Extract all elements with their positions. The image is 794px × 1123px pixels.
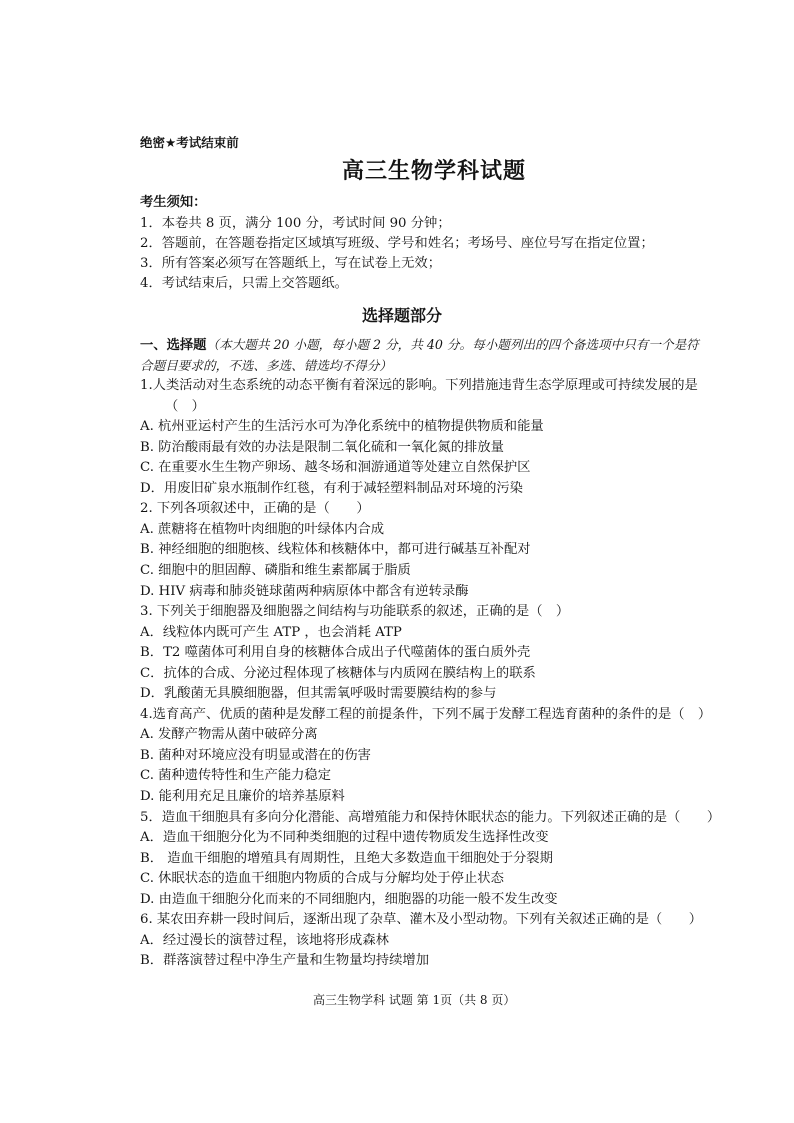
answer-bracket: （ ） [165, 398, 205, 414]
page-title: 高三生物学科试题 [342, 159, 527, 184]
option-c: C. 细胞中的胆固醇、磷脂和维生素都属于脂质 [140, 563, 411, 579]
notice-item: 2．答题前，在答题卷指定区域填写班级、学号和姓名；考场号、座位号写在指定位置； [140, 236, 654, 251]
option-b: B．T2 噬菌体可利用自身的核糖体合成出子代噬菌体的蛋白质外壳 [140, 645, 531, 661]
option-b: B． 造血干细胞的增殖具有周期性，且绝大多数造血干细胞处于分裂期 [140, 850, 553, 866]
option-b: B. 防治酸雨最有效的办法是限制二氧化硫和一氧化氮的排放量 [140, 439, 504, 455]
option-d: D. 由造血干细胞分化而来的不同细胞内，细胞器的功能一般不发生改变 [140, 891, 558, 907]
option-d: D. HIV 病毒和肺炎链球菌两种病原体中都含有逆转录酶 [140, 583, 469, 599]
notice-item: 1．本卷共 8 页，满分 100 分，考试时间 90 分钟； [140, 216, 451, 231]
option-b: B. 神经细胞的细胞核、线粒体和核糖体中，都可进行碱基互补配对 [140, 542, 531, 558]
option-c: C．抗体的合成、分泌过程体现了核糖体与内质网在膜结构上的联系 [140, 665, 536, 681]
part-instructions-text: （本大题共 20 小题，每小题 2 分，共 40 分。每小题列出的四个备选项中只有一个是符 [206, 337, 699, 352]
section-title: 选择题部分 [362, 306, 443, 325]
option-d: D．用废旧矿泉水瓶制作红毯，有利于减轻塑料制品对环境的污染 [140, 480, 523, 496]
part-instructions-text: 合题目要求的，不选、多选、错选均不得分） [140, 357, 392, 373]
option-c: C. 在重要水生生物产卵场、越冬场和洄游通道等处建立自然保护区 [140, 460, 531, 476]
option-b: B. 菌种对环境应没有明显或潜在的伤害 [140, 747, 371, 763]
question-stem: 2. 下列各项叙述中，正确的是（ ） [140, 501, 370, 517]
option-b: B．群落演替过程中净生产量和生物量均持续增加 [140, 953, 430, 969]
notice-item: 3．所有答案必须写在答题纸上，写在试卷上无效； [140, 256, 441, 271]
notice-item: 4．考试结束后，只需上交答题纸。 [140, 276, 348, 291]
question-stem: 1.人类活动对生态系统的动态平衡有着深远的影响。下列措施违背生态学原理或可持续发展的是 [140, 378, 698, 394]
option-a: A．经过漫长的演替过程，该地将形成森林 [140, 932, 389, 948]
confidential-label: 绝密★考试结束前 [140, 135, 239, 150]
notice-heading: 考生须知： [140, 195, 207, 210]
part-heading: 一、选择题 [140, 338, 207, 353]
notice-list [140, 214, 654, 294]
option-d: D. 能利用充足且廉价的培养基原料 [140, 789, 345, 805]
question-stem: 4.选育高产、优质的菌种是发酵工程的前提条件，下列不属于发酵工程选育菌种的条件的是（ ） [140, 706, 712, 722]
question-stem: 3. 下列关于细胞器及细胞器之间结构与功能联系的叙述，正确的是（ ） [140, 604, 570, 620]
option-a: A. 蔗糖将在植物叶肉细胞的叶绿体内合成 [140, 521, 385, 537]
option-a: A. 发酵产物需从菌中破碎分离 [140, 727, 318, 743]
question-stem: 6. 某农田弃耕一段时间后，逐渐出现了杂草、灌木及小型动物。下列有关叙述正确的是（ ） [140, 912, 703, 928]
option-a: A．造血干细胞分化为不同种类细胞的过程中遗传物质发生选择性改变 [140, 830, 549, 846]
option-a: A．线粒体内既可产生 ATP ，也会消耗 ATP [140, 624, 402, 640]
question-section [140, 335, 760, 972]
question-stem: 5．造血干细胞具有多向分化潜能、高增殖能力和保持休眠状态的能力。下列叙述正确的是（ ） [140, 809, 721, 825]
option-a: A. 杭州亚运村产生的生活污水可为净化系统中的植物提供物质和能量 [140, 419, 544, 435]
option-c: C. 休眠状态的造血干细胞内物质的合成与分解均处于停止状态 [140, 871, 504, 887]
part-instructions [140, 335, 760, 356]
option-c: C. 菌种遗传特性和生产能力稳定 [140, 768, 332, 784]
option-d: D．乳酸菌无具膜细胞器，但其需氧呼吸时需要膜结构的参与 [140, 686, 497, 702]
page-footer: 高三生物学科 试题 第 1页（共 8 页） [313, 993, 516, 1007]
